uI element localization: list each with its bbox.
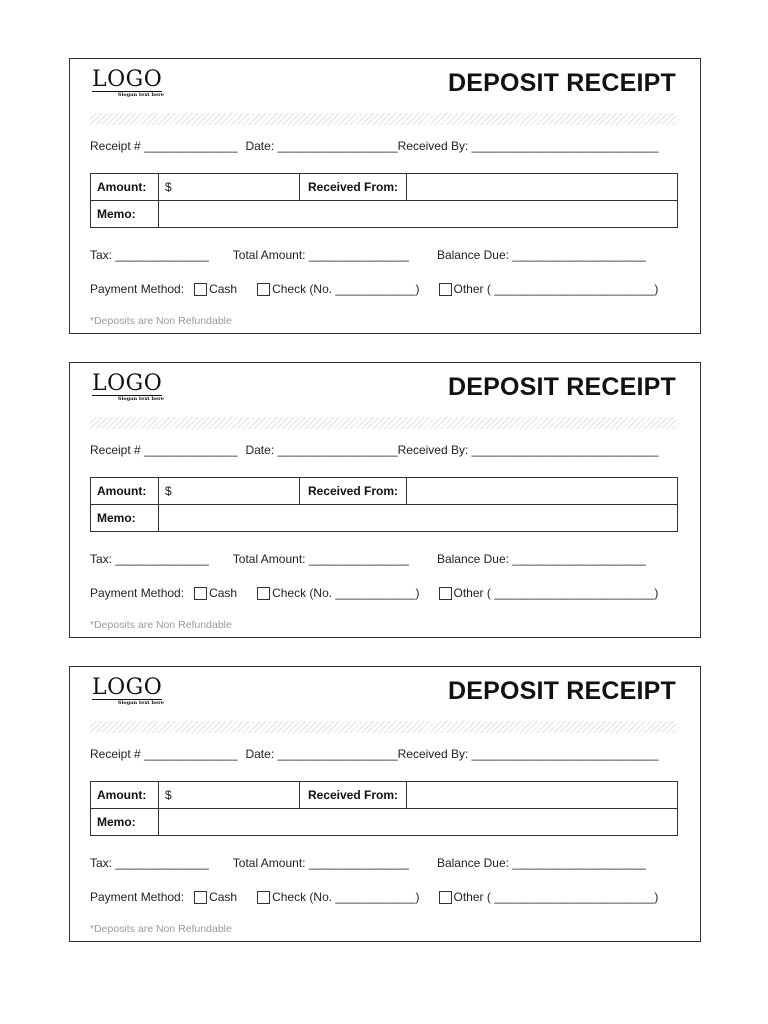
check-label: Check (No. ____________): [272, 890, 420, 904]
total-amount-field[interactable]: Total Amount: _______________: [232, 248, 409, 262]
check-checkbox[interactable]: [257, 587, 270, 600]
payment-method-row: [90, 586, 658, 600]
receipt-title: DEPOSIT RECEIPT: [447, 677, 676, 705]
amount-label: Amount:: [91, 174, 159, 201]
other-label: Other ( ________________________): [453, 282, 659, 296]
check-label: Check (No. ____________): [272, 282, 420, 296]
payment-method-label: Payment Method:: [90, 282, 185, 296]
deposit-receipt: [69, 666, 701, 942]
other-label: Other ( ________________________): [453, 890, 659, 904]
receipt-info-row: [90, 139, 659, 153]
received-by-field[interactable]: Received By: ____________________________: [397, 139, 659, 153]
amount-table: [90, 173, 678, 228]
decorative-stripe: [90, 721, 676, 733]
receipt-number-field[interactable]: Receipt # ______________: [90, 139, 238, 153]
table-row: [91, 201, 678, 228]
other-checkbox[interactable]: [439, 891, 452, 904]
slogan-text: Slogan text here: [117, 700, 164, 706]
payment-method-row: [90, 282, 658, 296]
received-from-label: Received From:: [300, 174, 407, 201]
payment-method-row: [90, 890, 658, 904]
amount-label: Amount:: [91, 782, 159, 809]
other-label: Other ( ________________________): [453, 586, 659, 600]
memo-field[interactable]: [159, 201, 678, 228]
table-row: [91, 782, 678, 809]
receipt-info-row: [90, 747, 659, 761]
amount-table: [90, 477, 678, 532]
amount-label: Amount:: [91, 478, 159, 505]
memo-label: Memo:: [91, 809, 159, 836]
cash-label: Cash: [209, 890, 238, 904]
amount-field[interactable]: $: [159, 174, 300, 201]
check-checkbox[interactable]: [257, 283, 270, 296]
receipt-number-field[interactable]: Receipt # ______________: [90, 747, 238, 761]
date-field[interactable]: Date: __________________: [245, 139, 398, 153]
memo-label: Memo:: [91, 201, 159, 228]
amount-field[interactable]: $: [159, 478, 300, 505]
tax-field[interactable]: Tax: ______________: [90, 856, 209, 870]
cash-label: Cash: [209, 586, 238, 600]
cash-checkbox[interactable]: [194, 891, 207, 904]
tax-field[interactable]: Tax: ______________: [90, 552, 209, 566]
table-row: [91, 505, 678, 532]
decorative-stripe: [90, 417, 676, 429]
total-amount-field[interactable]: Total Amount: _______________: [232, 552, 409, 566]
other-checkbox[interactable]: [439, 587, 452, 600]
cash-label: Cash: [209, 282, 238, 296]
received-by-field[interactable]: Received By: ____________________________: [397, 443, 659, 457]
decorative-stripe: [90, 113, 676, 125]
logo: [92, 69, 168, 99]
check-checkbox[interactable]: [257, 891, 270, 904]
memo-field[interactable]: [159, 809, 678, 836]
deposit-receipt: [69, 58, 701, 334]
balance-due-field[interactable]: Balance Due: ____________________: [436, 248, 646, 262]
non-refundable-notice: *Deposits are Non Refundable: [90, 619, 232, 631]
received-from-field[interactable]: [407, 174, 678, 201]
memo-field[interactable]: [159, 505, 678, 532]
non-refundable-notice: *Deposits are Non Refundable: [90, 923, 232, 935]
logo-text: LOGO: [92, 675, 163, 700]
totals-row: [90, 248, 646, 262]
balance-due-field[interactable]: Balance Due: ____________________: [436, 856, 646, 870]
table-row: [91, 478, 678, 505]
received-from-field[interactable]: [407, 782, 678, 809]
totals-row: [90, 552, 646, 566]
logo-text: LOGO: [92, 67, 163, 92]
date-field[interactable]: Date: __________________: [245, 747, 398, 761]
receipt-title: DEPOSIT RECEIPT: [447, 69, 676, 97]
slogan-text: Slogan text here: [117, 396, 164, 402]
totals-row: [90, 856, 646, 870]
received-by-field[interactable]: Received By: ____________________________: [397, 747, 659, 761]
amount-field[interactable]: $: [159, 782, 300, 809]
payment-method-label: Payment Method:: [90, 586, 185, 600]
cash-checkbox[interactable]: [194, 283, 207, 296]
payment-method-label: Payment Method:: [90, 890, 185, 904]
non-refundable-notice: *Deposits are Non Refundable: [90, 315, 232, 327]
slogan-text: Slogan text here: [117, 92, 164, 98]
logo: [92, 677, 168, 707]
received-from-label: Received From:: [300, 478, 407, 505]
received-from-label: Received From:: [300, 782, 407, 809]
table-row: [91, 174, 678, 201]
total-amount-field[interactable]: Total Amount: _______________: [232, 856, 409, 870]
receipt-number-field[interactable]: Receipt # ______________: [90, 443, 238, 457]
cash-checkbox[interactable]: [194, 587, 207, 600]
balance-due-field[interactable]: Balance Due: ____________________: [436, 552, 646, 566]
received-from-field[interactable]: [407, 478, 678, 505]
memo-label: Memo:: [91, 505, 159, 532]
receipt-info-row: [90, 443, 659, 457]
table-row: [91, 809, 678, 836]
check-label: Check (No. ____________): [272, 586, 420, 600]
deposit-receipt: [69, 362, 701, 638]
logo: [92, 373, 168, 403]
logo-text: LOGO: [92, 371, 163, 396]
receipt-title: DEPOSIT RECEIPT: [447, 373, 676, 401]
amount-table: [90, 781, 678, 836]
other-checkbox[interactable]: [439, 283, 452, 296]
date-field[interactable]: Date: __________________: [245, 443, 398, 457]
tax-field[interactable]: Tax: ______________: [90, 248, 209, 262]
